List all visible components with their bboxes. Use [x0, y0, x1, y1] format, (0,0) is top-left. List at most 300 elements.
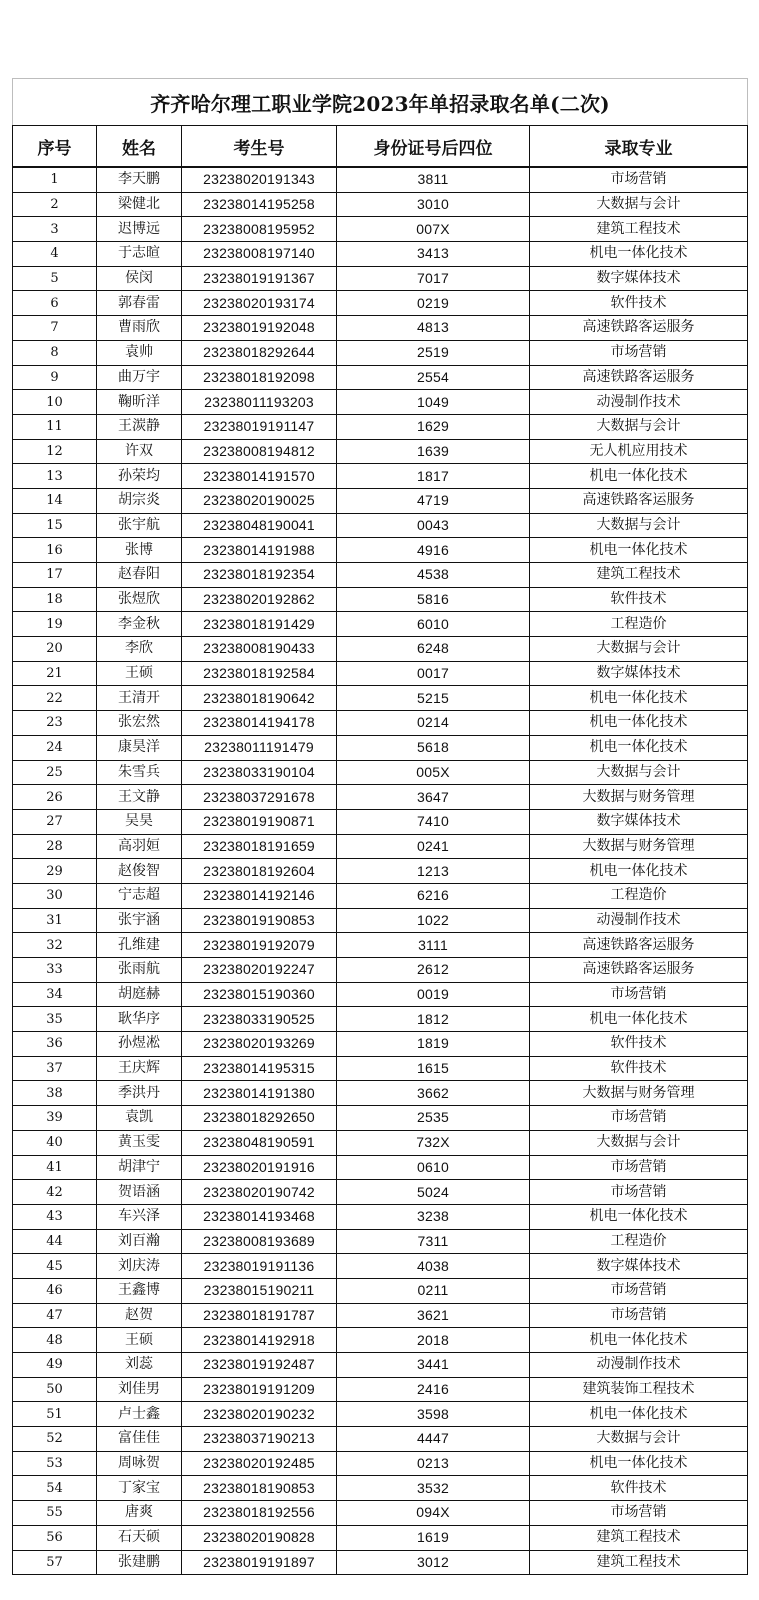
- exam-number-cell: 23238014193468: [182, 1204, 337, 1229]
- table-row: [13, 1081, 748, 1106]
- student-name-cell: 曹雨欣: [97, 316, 182, 341]
- id-last-four-cell: 094X: [337, 1501, 530, 1526]
- exam-number-cell: 23238018190642: [182, 686, 337, 711]
- student-name-cell: 周咏贺: [97, 1451, 182, 1476]
- major-cell: 无人机应用技术: [530, 439, 748, 464]
- exam-number-cell: 23238020193269: [182, 1032, 337, 1057]
- id-last-four-cell: 4538: [337, 563, 530, 588]
- student-name-cell: 李金秋: [97, 612, 182, 637]
- seq-cell: 32: [13, 933, 97, 958]
- student-name-cell: 卢士鑫: [97, 1402, 182, 1427]
- exam-number-cell: 23238018190853: [182, 1476, 337, 1501]
- table-row: [13, 488, 748, 513]
- table-title: 齐齐哈尔理工职业学院2023年单招录取名单(二次): [13, 79, 748, 126]
- exam-number-cell: 23238019191897: [182, 1550, 337, 1575]
- major-cell: 数字媒体技术: [530, 809, 748, 834]
- id-last-four-cell: 4038: [337, 1254, 530, 1279]
- exam-number-cell: 23238048190041: [182, 513, 337, 538]
- table-body: [13, 167, 748, 1575]
- student-name-cell: 丁家宝: [97, 1476, 182, 1501]
- seq-cell: 55: [13, 1501, 97, 1526]
- student-name-cell: 张宏然: [97, 711, 182, 736]
- major-cell: 软件技术: [530, 291, 748, 316]
- major-cell: 高速铁路客运服务: [530, 316, 748, 341]
- table-row: [13, 1056, 748, 1081]
- student-name-cell: 耿华序: [97, 1007, 182, 1032]
- major-cell: 市场营销: [530, 1303, 748, 1328]
- exam-number-cell: 23238018292644: [182, 340, 337, 365]
- major-cell: 机电一体化技术: [530, 1451, 748, 1476]
- seq-cell: 57: [13, 1550, 97, 1575]
- exam-number-cell: 23238015190360: [182, 982, 337, 1007]
- table-row: [13, 1180, 748, 1205]
- seq-cell: 33: [13, 958, 97, 983]
- table-row: [13, 242, 748, 267]
- seq-cell: 25: [13, 760, 97, 785]
- table-row: [13, 958, 748, 983]
- id-last-four-cell: 3621: [337, 1303, 530, 1328]
- table-row: [13, 908, 748, 933]
- table-row: [13, 612, 748, 637]
- major-cell: 大数据与财务管理: [530, 785, 748, 810]
- header-major: 录取专业: [530, 126, 748, 168]
- table-row: [13, 883, 748, 908]
- id-last-four-cell: 0219: [337, 291, 530, 316]
- seq-cell: 56: [13, 1525, 97, 1550]
- exam-number-cell: 23238008193689: [182, 1229, 337, 1254]
- seq-cell: 41: [13, 1155, 97, 1180]
- table-row: [13, 1130, 748, 1155]
- seq-cell: 40: [13, 1130, 97, 1155]
- exam-number-cell: 23238020192485: [182, 1451, 337, 1476]
- major-cell: 大数据与会计: [530, 192, 748, 217]
- table-row: [13, 563, 748, 588]
- major-cell: 数字媒体技术: [530, 661, 748, 686]
- student-name-cell: 车兴泽: [97, 1204, 182, 1229]
- major-cell: 市场营销: [530, 340, 748, 365]
- major-cell: 建筑工程技术: [530, 563, 748, 588]
- major-cell: 大数据与会计: [530, 513, 748, 538]
- major-cell: 建筑工程技术: [530, 1550, 748, 1575]
- seq-cell: 4: [13, 242, 97, 267]
- seq-cell: 51: [13, 1402, 97, 1427]
- table-row: [13, 167, 748, 192]
- exam-number-cell: 23238014192918: [182, 1328, 337, 1353]
- student-name-cell: 侯闵: [97, 266, 182, 291]
- table-row: [13, 1229, 748, 1254]
- major-cell: 市场营销: [530, 1501, 748, 1526]
- seq-cell: 5: [13, 266, 97, 291]
- major-cell: 大数据与会计: [530, 637, 748, 662]
- student-name-cell: 胡宗炎: [97, 488, 182, 513]
- exam-number-cell: 23238020192247: [182, 958, 337, 983]
- table-row: [13, 933, 748, 958]
- exam-number-cell: 23238019192048: [182, 316, 337, 341]
- student-name-cell: 胡津宁: [97, 1155, 182, 1180]
- seq-cell: 17: [13, 563, 97, 588]
- student-name-cell: 许双: [97, 439, 182, 464]
- major-cell: 市场营销: [530, 1278, 748, 1303]
- seq-cell: 38: [13, 1081, 97, 1106]
- major-cell: 高速铁路客运服务: [530, 488, 748, 513]
- student-name-cell: 于志暄: [97, 242, 182, 267]
- exam-number-cell: 23238008194812: [182, 439, 337, 464]
- id-last-four-cell: 2519: [337, 340, 530, 365]
- id-last-four-cell: 7017: [337, 266, 530, 291]
- seq-cell: 50: [13, 1377, 97, 1402]
- exam-number-cell: 23238008190433: [182, 637, 337, 662]
- major-cell: 建筑工程技术: [530, 1525, 748, 1550]
- student-name-cell: 袁凯: [97, 1106, 182, 1131]
- student-name-cell: 张博: [97, 538, 182, 563]
- admission-list-sheet: [12, 78, 747, 1575]
- table-row: [13, 760, 748, 785]
- table-row: [13, 637, 748, 662]
- header-name: 姓名: [97, 126, 182, 168]
- seq-cell: 36: [13, 1032, 97, 1057]
- exam-number-cell: 23238018191659: [182, 834, 337, 859]
- exam-number-cell: 23238033190104: [182, 760, 337, 785]
- id-last-four-cell: 6216: [337, 883, 530, 908]
- exam-number-cell: 23238011191479: [182, 735, 337, 760]
- exam-number-cell: 23238018192556: [182, 1501, 337, 1526]
- seq-cell: 53: [13, 1451, 97, 1476]
- major-cell: 大数据与财务管理: [530, 834, 748, 859]
- id-last-four-cell: 3413: [337, 242, 530, 267]
- id-last-four-cell: 1615: [337, 1056, 530, 1081]
- id-last-four-cell: 7311: [337, 1229, 530, 1254]
- table-row: [13, 316, 748, 341]
- exam-number-cell: 23238020190232: [182, 1402, 337, 1427]
- student-name-cell: 张建鹏: [97, 1550, 182, 1575]
- student-name-cell: 王湠静: [97, 414, 182, 439]
- seq-cell: 31: [13, 908, 97, 933]
- major-cell: 机电一体化技术: [530, 1204, 748, 1229]
- exam-number-cell: 23238020193174: [182, 291, 337, 316]
- seq-cell: 54: [13, 1476, 97, 1501]
- student-name-cell: 高羽姮: [97, 834, 182, 859]
- id-last-four-cell: 4719: [337, 488, 530, 513]
- table-row: [13, 735, 748, 760]
- seq-cell: 35: [13, 1007, 97, 1032]
- table-row: [13, 390, 748, 415]
- student-name-cell: 富佳佳: [97, 1427, 182, 1452]
- id-last-four-cell: 0213: [337, 1451, 530, 1476]
- header-seq: 序号: [13, 126, 97, 168]
- table-row: [13, 464, 748, 489]
- id-last-four-cell: 1022: [337, 908, 530, 933]
- id-last-four-cell: 1213: [337, 859, 530, 884]
- id-last-four-cell: 005X: [337, 760, 530, 785]
- seq-cell: 15: [13, 513, 97, 538]
- exam-number-cell: 23238018191787: [182, 1303, 337, 1328]
- major-cell: 动漫制作技术: [530, 908, 748, 933]
- seq-cell: 27: [13, 809, 97, 834]
- major-cell: 工程造价: [530, 612, 748, 637]
- id-last-four-cell: 3662: [337, 1081, 530, 1106]
- id-last-four-cell: 5215: [337, 686, 530, 711]
- major-cell: 软件技术: [530, 1032, 748, 1057]
- major-cell: 机电一体化技术: [530, 538, 748, 563]
- major-cell: 工程造价: [530, 883, 748, 908]
- exam-number-cell: 23238020192862: [182, 587, 337, 612]
- id-last-four-cell: 3532: [337, 1476, 530, 1501]
- table-row: [13, 982, 748, 1007]
- exam-number-cell: 23238019191209: [182, 1377, 337, 1402]
- seq-cell: 19: [13, 612, 97, 637]
- student-name-cell: 张雨航: [97, 958, 182, 983]
- id-last-four-cell: 1817: [337, 464, 530, 489]
- seq-cell: 34: [13, 982, 97, 1007]
- seq-cell: 11: [13, 414, 97, 439]
- student-name-cell: 康昊洋: [97, 735, 182, 760]
- major-cell: 机电一体化技术: [530, 1007, 748, 1032]
- student-name-cell: 赵春阳: [97, 563, 182, 588]
- id-last-four-cell: 4447: [337, 1427, 530, 1452]
- table-row: [13, 1032, 748, 1057]
- seq-cell: 1: [13, 167, 97, 192]
- student-name-cell: 鞠昕洋: [97, 390, 182, 415]
- id-last-four-cell: 3238: [337, 1204, 530, 1229]
- exam-number-cell: 23238019192487: [182, 1353, 337, 1378]
- id-last-four-cell: 0043: [337, 513, 530, 538]
- exam-number-cell: 23238018192098: [182, 365, 337, 390]
- table-row: [13, 1204, 748, 1229]
- student-name-cell: 王硕: [97, 661, 182, 686]
- student-name-cell: 季洪丹: [97, 1081, 182, 1106]
- seq-cell: 2: [13, 192, 97, 217]
- seq-cell: 46: [13, 1278, 97, 1303]
- seq-cell: 14: [13, 488, 97, 513]
- id-last-four-cell: 5024: [337, 1180, 530, 1205]
- admission-table: [12, 78, 748, 1575]
- exam-number-cell: 23238014192146: [182, 883, 337, 908]
- major-cell: 软件技术: [530, 1056, 748, 1081]
- id-last-four-cell: 3010: [337, 192, 530, 217]
- exam-number-cell: 23238019190853: [182, 908, 337, 933]
- student-name-cell: 李天鹏: [97, 167, 182, 192]
- seq-cell: 3: [13, 217, 97, 242]
- seq-cell: 39: [13, 1106, 97, 1131]
- exam-number-cell: 23238014194178: [182, 711, 337, 736]
- exam-number-cell: 23238011193203: [182, 390, 337, 415]
- major-cell: 数字媒体技术: [530, 1254, 748, 1279]
- header-exam-number: 考生号: [182, 126, 337, 168]
- id-last-four-cell: 2612: [337, 958, 530, 983]
- seq-cell: 9: [13, 365, 97, 390]
- exam-number-cell: 23238020190742: [182, 1180, 337, 1205]
- table-row: [13, 340, 748, 365]
- table-row: [13, 1155, 748, 1180]
- student-name-cell: 赵俊智: [97, 859, 182, 884]
- major-cell: 机电一体化技术: [530, 1402, 748, 1427]
- student-name-cell: 王鑫博: [97, 1278, 182, 1303]
- table-row: [13, 538, 748, 563]
- id-last-four-cell: 1819: [337, 1032, 530, 1057]
- seq-cell: 16: [13, 538, 97, 563]
- major-cell: 机电一体化技术: [530, 859, 748, 884]
- student-name-cell: 唐爽: [97, 1501, 182, 1526]
- header-row: [13, 126, 748, 168]
- major-cell: 市场营销: [530, 1180, 748, 1205]
- table-row: [13, 1427, 748, 1452]
- exam-number-cell: 23238048190591: [182, 1130, 337, 1155]
- exam-number-cell: 23238014195258: [182, 192, 337, 217]
- major-cell: 数字媒体技术: [530, 266, 748, 291]
- table-row: [13, 1550, 748, 1575]
- student-name-cell: 石天硕: [97, 1525, 182, 1550]
- seq-cell: 10: [13, 390, 97, 415]
- seq-cell: 45: [13, 1254, 97, 1279]
- table-row: [13, 661, 748, 686]
- exam-number-cell: 23238008197140: [182, 242, 337, 267]
- seq-cell: 44: [13, 1229, 97, 1254]
- id-last-four-cell: 0017: [337, 661, 530, 686]
- student-name-cell: 王硕: [97, 1328, 182, 1353]
- exam-number-cell: 23238014191570: [182, 464, 337, 489]
- table-row: [13, 291, 748, 316]
- id-last-four-cell: 3647: [337, 785, 530, 810]
- id-last-four-cell: 1629: [337, 414, 530, 439]
- table-row: [13, 1254, 748, 1279]
- major-cell: 工程造价: [530, 1229, 748, 1254]
- seq-cell: 37: [13, 1056, 97, 1081]
- exam-number-cell: 23238019192079: [182, 933, 337, 958]
- student-name-cell: 朱雪兵: [97, 760, 182, 785]
- id-last-four-cell: 7410: [337, 809, 530, 834]
- major-cell: 机电一体化技术: [530, 242, 748, 267]
- seq-cell: 48: [13, 1328, 97, 1353]
- exam-number-cell: 23238020190828: [182, 1525, 337, 1550]
- exam-number-cell: 23238019191136: [182, 1254, 337, 1279]
- major-cell: 市场营销: [530, 167, 748, 192]
- major-cell: 机电一体化技术: [530, 735, 748, 760]
- major-cell: 市场营销: [530, 1155, 748, 1180]
- table-row: [13, 785, 748, 810]
- table-row: [13, 1328, 748, 1353]
- exam-number-cell: 23238018192584: [182, 661, 337, 686]
- major-cell: 市场营销: [530, 1106, 748, 1131]
- id-last-four-cell: 3811: [337, 167, 530, 192]
- table-row: [13, 1476, 748, 1501]
- id-last-four-cell: 2018: [337, 1328, 530, 1353]
- student-name-cell: 张宇航: [97, 513, 182, 538]
- seq-cell: 7: [13, 316, 97, 341]
- major-cell: 建筑装饰工程技术: [530, 1377, 748, 1402]
- major-cell: 软件技术: [530, 1476, 748, 1501]
- seq-cell: 30: [13, 883, 97, 908]
- table-row: [13, 834, 748, 859]
- table-row: [13, 1377, 748, 1402]
- exam-number-cell: 23238008195952: [182, 217, 337, 242]
- table-row: [13, 217, 748, 242]
- seq-cell: 43: [13, 1204, 97, 1229]
- seq-cell: 21: [13, 661, 97, 686]
- seq-cell: 22: [13, 686, 97, 711]
- id-last-four-cell: 0241: [337, 834, 530, 859]
- student-name-cell: 孙煜凇: [97, 1032, 182, 1057]
- student-name-cell: 郭春雷: [97, 291, 182, 316]
- student-name-cell: 张宇涵: [97, 908, 182, 933]
- student-name-cell: 刘佳男: [97, 1377, 182, 1402]
- id-last-four-cell: 4813: [337, 316, 530, 341]
- table-row: [13, 686, 748, 711]
- student-name-cell: 曲万宇: [97, 365, 182, 390]
- student-name-cell: 王庆辉: [97, 1056, 182, 1081]
- table-row: [13, 587, 748, 612]
- table-row: [13, 1278, 748, 1303]
- table-row: [13, 859, 748, 884]
- id-last-four-cell: 3598: [337, 1402, 530, 1427]
- seq-cell: 47: [13, 1303, 97, 1328]
- id-last-four-cell: 1639: [337, 439, 530, 464]
- id-last-four-cell: 3441: [337, 1353, 530, 1378]
- exam-number-cell: 23238018192604: [182, 859, 337, 884]
- seq-cell: 20: [13, 637, 97, 662]
- table-row: [13, 192, 748, 217]
- id-last-four-cell: 007X: [337, 217, 530, 242]
- student-name-cell: 梁健北: [97, 192, 182, 217]
- seq-cell: 52: [13, 1427, 97, 1452]
- major-cell: 大数据与会计: [530, 1427, 748, 1452]
- major-cell: 动漫制作技术: [530, 390, 748, 415]
- student-name-cell: 赵贺: [97, 1303, 182, 1328]
- seq-cell: 23: [13, 711, 97, 736]
- major-cell: 高速铁路客运服务: [530, 365, 748, 390]
- exam-number-cell: 23238018292650: [182, 1106, 337, 1131]
- exam-number-cell: 23238019191367: [182, 266, 337, 291]
- exam-number-cell: 23238020191916: [182, 1155, 337, 1180]
- table-row: [13, 513, 748, 538]
- table-row: [13, 1106, 748, 1131]
- table-row: [13, 1303, 748, 1328]
- id-last-four-cell: 0019: [337, 982, 530, 1007]
- exam-number-cell: 23238019190871: [182, 809, 337, 834]
- id-last-four-cell: 4916: [337, 538, 530, 563]
- id-last-four-cell: 0211: [337, 1278, 530, 1303]
- id-last-four-cell: 2554: [337, 365, 530, 390]
- exam-number-cell: 23238014191988: [182, 538, 337, 563]
- title-row: [13, 79, 748, 126]
- exam-number-cell: 23238019191147: [182, 414, 337, 439]
- table-row: [13, 711, 748, 736]
- id-last-four-cell: 1049: [337, 390, 530, 415]
- seq-cell: 42: [13, 1180, 97, 1205]
- exam-number-cell: 23238014195315: [182, 1056, 337, 1081]
- table-row: [13, 1451, 748, 1476]
- major-cell: 高速铁路客运服务: [530, 933, 748, 958]
- major-cell: 市场营销: [530, 982, 748, 1007]
- major-cell: 大数据与会计: [530, 760, 748, 785]
- student-name-cell: 孙荣均: [97, 464, 182, 489]
- student-name-cell: 迟博远: [97, 217, 182, 242]
- id-last-four-cell: 3012: [337, 1550, 530, 1575]
- student-name-cell: 黄玉雯: [97, 1130, 182, 1155]
- student-name-cell: 刘蕊: [97, 1353, 182, 1378]
- major-cell: 软件技术: [530, 587, 748, 612]
- exam-number-cell: 23238018191429: [182, 612, 337, 637]
- id-last-four-cell: 0214: [337, 711, 530, 736]
- id-last-four-cell: 2535: [337, 1106, 530, 1131]
- major-cell: 大数据与会计: [530, 1130, 748, 1155]
- table-row: [13, 365, 748, 390]
- major-cell: 建筑工程技术: [530, 217, 748, 242]
- student-name-cell: 刘百瀚: [97, 1229, 182, 1254]
- exam-number-cell: 23238014191380: [182, 1081, 337, 1106]
- id-last-four-cell: 1619: [337, 1525, 530, 1550]
- exam-number-cell: 23238020190025: [182, 488, 337, 513]
- id-last-four-cell: 2416: [337, 1377, 530, 1402]
